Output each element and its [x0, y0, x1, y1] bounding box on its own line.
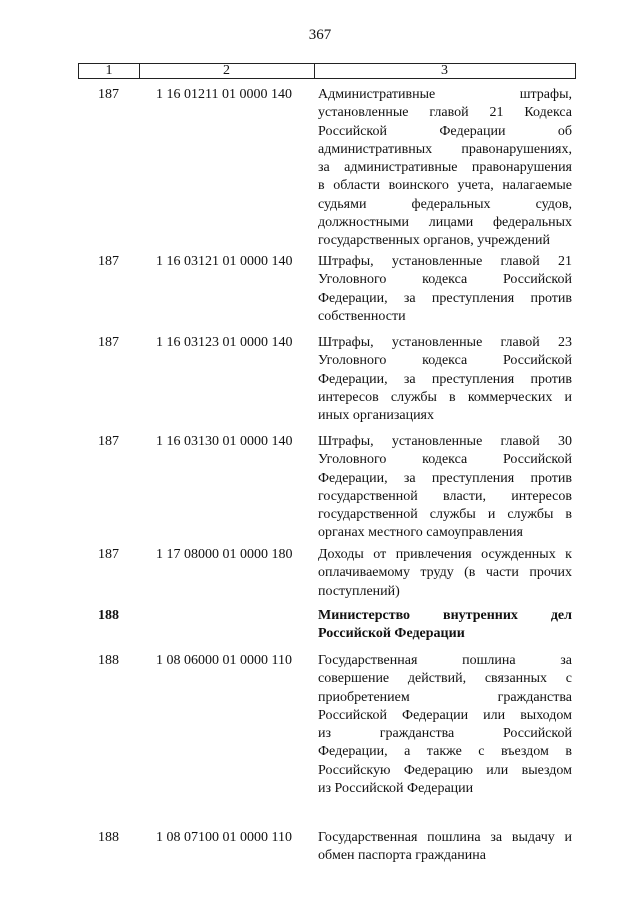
- row-number: 187: [98, 335, 119, 350]
- description-line: Доходы от привлечения осужденных к: [318, 547, 572, 562]
- description-line: Административные штрафы,: [318, 87, 572, 102]
- description-line: Министерство внутренних дел: [318, 608, 572, 623]
- description-line: Государственная пошлина за выдачу и: [318, 830, 572, 845]
- row-description: [318, 86, 572, 251]
- row-number: 187: [98, 87, 119, 102]
- description-line: Российской Федерации об: [318, 123, 572, 139]
- row-number: 187: [98, 254, 119, 269]
- description-line: собственности: [318, 308, 406, 324]
- description-line: судьями федеральных судов,: [318, 196, 572, 212]
- row-description: [318, 829, 572, 866]
- description-line: Штрафы, установленные главой 21: [318, 254, 572, 269]
- row-description: [318, 652, 572, 798]
- row-description: [318, 433, 572, 543]
- description-line: органах местного самоуправления: [318, 525, 523, 541]
- description-line: Штрафы, установленные главой 23: [318, 335, 572, 350]
- description-line: оплачиваемому труду (в части прочих: [318, 565, 572, 581]
- column-header-1: 1: [79, 64, 140, 78]
- description-line: интересов службы в коммерческих и: [318, 389, 572, 405]
- description-line: Российской Федерации или выходом: [318, 707, 572, 723]
- row-description: [318, 546, 572, 601]
- description-line: иных организациях: [318, 408, 434, 424]
- description-line: установленные главой 21 Кодекса: [318, 105, 572, 121]
- description-line: Российскую Федерацию или выездом: [318, 762, 572, 778]
- row-number: 187: [98, 434, 119, 449]
- row-description: [318, 334, 572, 425]
- row-description: [318, 607, 572, 644]
- description-line: административных правонарушениях,: [318, 141, 572, 157]
- description-line: Федерации, за преступления против: [318, 371, 572, 387]
- description-line: в области воинского учета, налагаемые: [318, 178, 572, 194]
- description-line: за административные правонарушения: [318, 160, 572, 176]
- row-number: 187: [98, 547, 119, 562]
- description-line: поступлений): [318, 583, 400, 599]
- column-header-2: 2: [139, 64, 315, 78]
- description-line: государственной службы и службы в: [318, 507, 572, 523]
- budget-code: 1 16 01211 01 0000 140: [156, 87, 292, 102]
- description-line: Федерации, за преступления против: [318, 290, 572, 306]
- budget-code: 1 08 07100 01 0000 110: [156, 830, 292, 845]
- description-line: обмен паспорта гражданина: [318, 848, 486, 864]
- budget-code: 1 16 03123 01 0000 140: [156, 335, 293, 350]
- description-line: Российской Федерации: [318, 626, 465, 642]
- row-number: 188: [98, 830, 119, 845]
- description-line: должностными лицами федеральных: [318, 215, 572, 231]
- description-line: из гражданства Российской: [318, 726, 572, 742]
- description-line: из Российской Федерации: [318, 781, 474, 797]
- row-description: [318, 253, 572, 326]
- budget-code: 1 17 08000 01 0000 180: [156, 547, 293, 562]
- row-number: 188: [98, 608, 119, 623]
- description-line: Федерации, за преступления против: [318, 470, 572, 486]
- description-line: Государственная пошлина за: [318, 653, 572, 668]
- description-line: Уголовного кодекса Российской: [318, 452, 572, 468]
- table-header: [78, 63, 576, 79]
- description-line: Уголовного кодекса Российской: [318, 353, 572, 369]
- row-number: 188: [98, 653, 119, 668]
- description-line: государственной власти, интересов: [318, 488, 572, 504]
- description-line: Уголовного кодекса Российской: [318, 272, 572, 288]
- column-header-3: 3: [441, 63, 448, 78]
- description-line: совершение действий, связанных с: [318, 671, 572, 687]
- description-line: государственных органов, учреждений: [318, 233, 550, 249]
- description-line: Федерации, а также с въездом в: [318, 744, 572, 760]
- budget-code: 1 16 03121 01 0000 140: [156, 254, 293, 269]
- page-number: 367: [308, 27, 332, 43]
- description-line: Штрафы, установленные главой 30: [318, 434, 572, 449]
- description-line: приобретением гражданства: [318, 689, 572, 705]
- budget-code: 1 16 03130 01 0000 140: [156, 434, 293, 449]
- budget-code: 1 08 06000 01 0000 110: [156, 653, 292, 668]
